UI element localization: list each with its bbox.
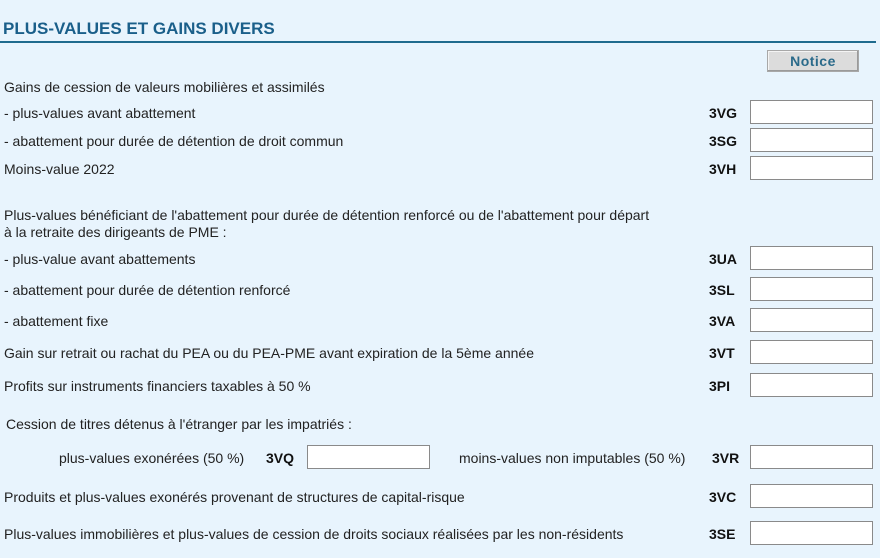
label-3sg: - abattement pour durée de détention de droit commun bbox=[4, 133, 344, 149]
input-3vq[interactable] bbox=[307, 445, 430, 469]
code-3pi: 3PI bbox=[709, 378, 731, 394]
code-3vh: 3VH bbox=[709, 161, 737, 177]
code-3vg: 3VG bbox=[709, 105, 738, 121]
section-label-abattement-renforce-line2: à la retraite des dirigeants de PME : bbox=[4, 224, 227, 240]
label-3vq: plus-values exonérées (50 %) bbox=[59, 450, 245, 466]
input-3sg[interactable] bbox=[750, 128, 873, 152]
code-3ua: 3UA bbox=[709, 251, 738, 267]
notice-button[interactable]: Notice bbox=[767, 50, 859, 72]
code-3sg: 3SG bbox=[709, 133, 738, 149]
label-3va: - abattement fixe bbox=[4, 313, 109, 329]
label-3sl: - abattement pour durée de détention renforcé bbox=[4, 282, 291, 298]
label-3pi: Profits sur instruments financiers taxables à 50 % bbox=[4, 378, 311, 394]
code-3vc: 3VC bbox=[709, 489, 737, 505]
input-3vc[interactable] bbox=[750, 484, 873, 508]
label-3se: Plus-values immobilières et plus-values de cession de droits sociaux réalisées par les non-résidents bbox=[4, 526, 624, 542]
label-3vg: - plus-values avant abattement bbox=[4, 105, 196, 121]
input-3vr[interactable] bbox=[750, 445, 873, 469]
code-3se: 3SE bbox=[709, 526, 736, 542]
code-3vr: 3VR bbox=[712, 450, 740, 466]
code-3sl: 3SL bbox=[709, 282, 735, 298]
section-title: PLUS-VALUES ET GAINS DIVERS bbox=[3, 19, 275, 38]
input-3va[interactable] bbox=[750, 308, 873, 332]
code-3vq: 3VQ bbox=[266, 450, 295, 466]
label-3ua: - plus-value avant abattements bbox=[4, 251, 196, 267]
title-divider bbox=[0, 41, 876, 43]
code-3vt: 3VT bbox=[709, 345, 735, 361]
label-3vh: Moins-value 2022 bbox=[4, 161, 115, 177]
code-3va: 3VA bbox=[709, 313, 736, 329]
input-3vg[interactable] bbox=[750, 100, 873, 124]
label-3vc: Produits et plus-values exonérés provenant de structures de capital-risque bbox=[4, 489, 465, 505]
label-3vt: Gain sur retrait ou rachat du PEA ou du PEA-PME avant expiration de la 5ème année bbox=[4, 345, 534, 361]
input-3sl[interactable] bbox=[750, 277, 873, 301]
input-3se[interactable] bbox=[750, 521, 873, 545]
input-3ua[interactable] bbox=[750, 246, 873, 270]
input-3vh[interactable] bbox=[750, 156, 873, 180]
section-label-impatries: Cession de titres détenus à l'étranger par les impatriés : bbox=[6, 416, 352, 432]
input-3vt[interactable] bbox=[750, 340, 873, 364]
input-3pi[interactable] bbox=[750, 373, 873, 397]
section-label-gains-cession: Gains de cession de valeurs mobilières et assimilés bbox=[4, 79, 325, 95]
section-label-abattement-renforce-line1: Plus-values bénéficiant de l'abattement pour durée de détention renforcé ou de l'abattement pour départ bbox=[4, 207, 650, 223]
label-3vr: moins-values non imputables (50 %) bbox=[459, 450, 686, 466]
